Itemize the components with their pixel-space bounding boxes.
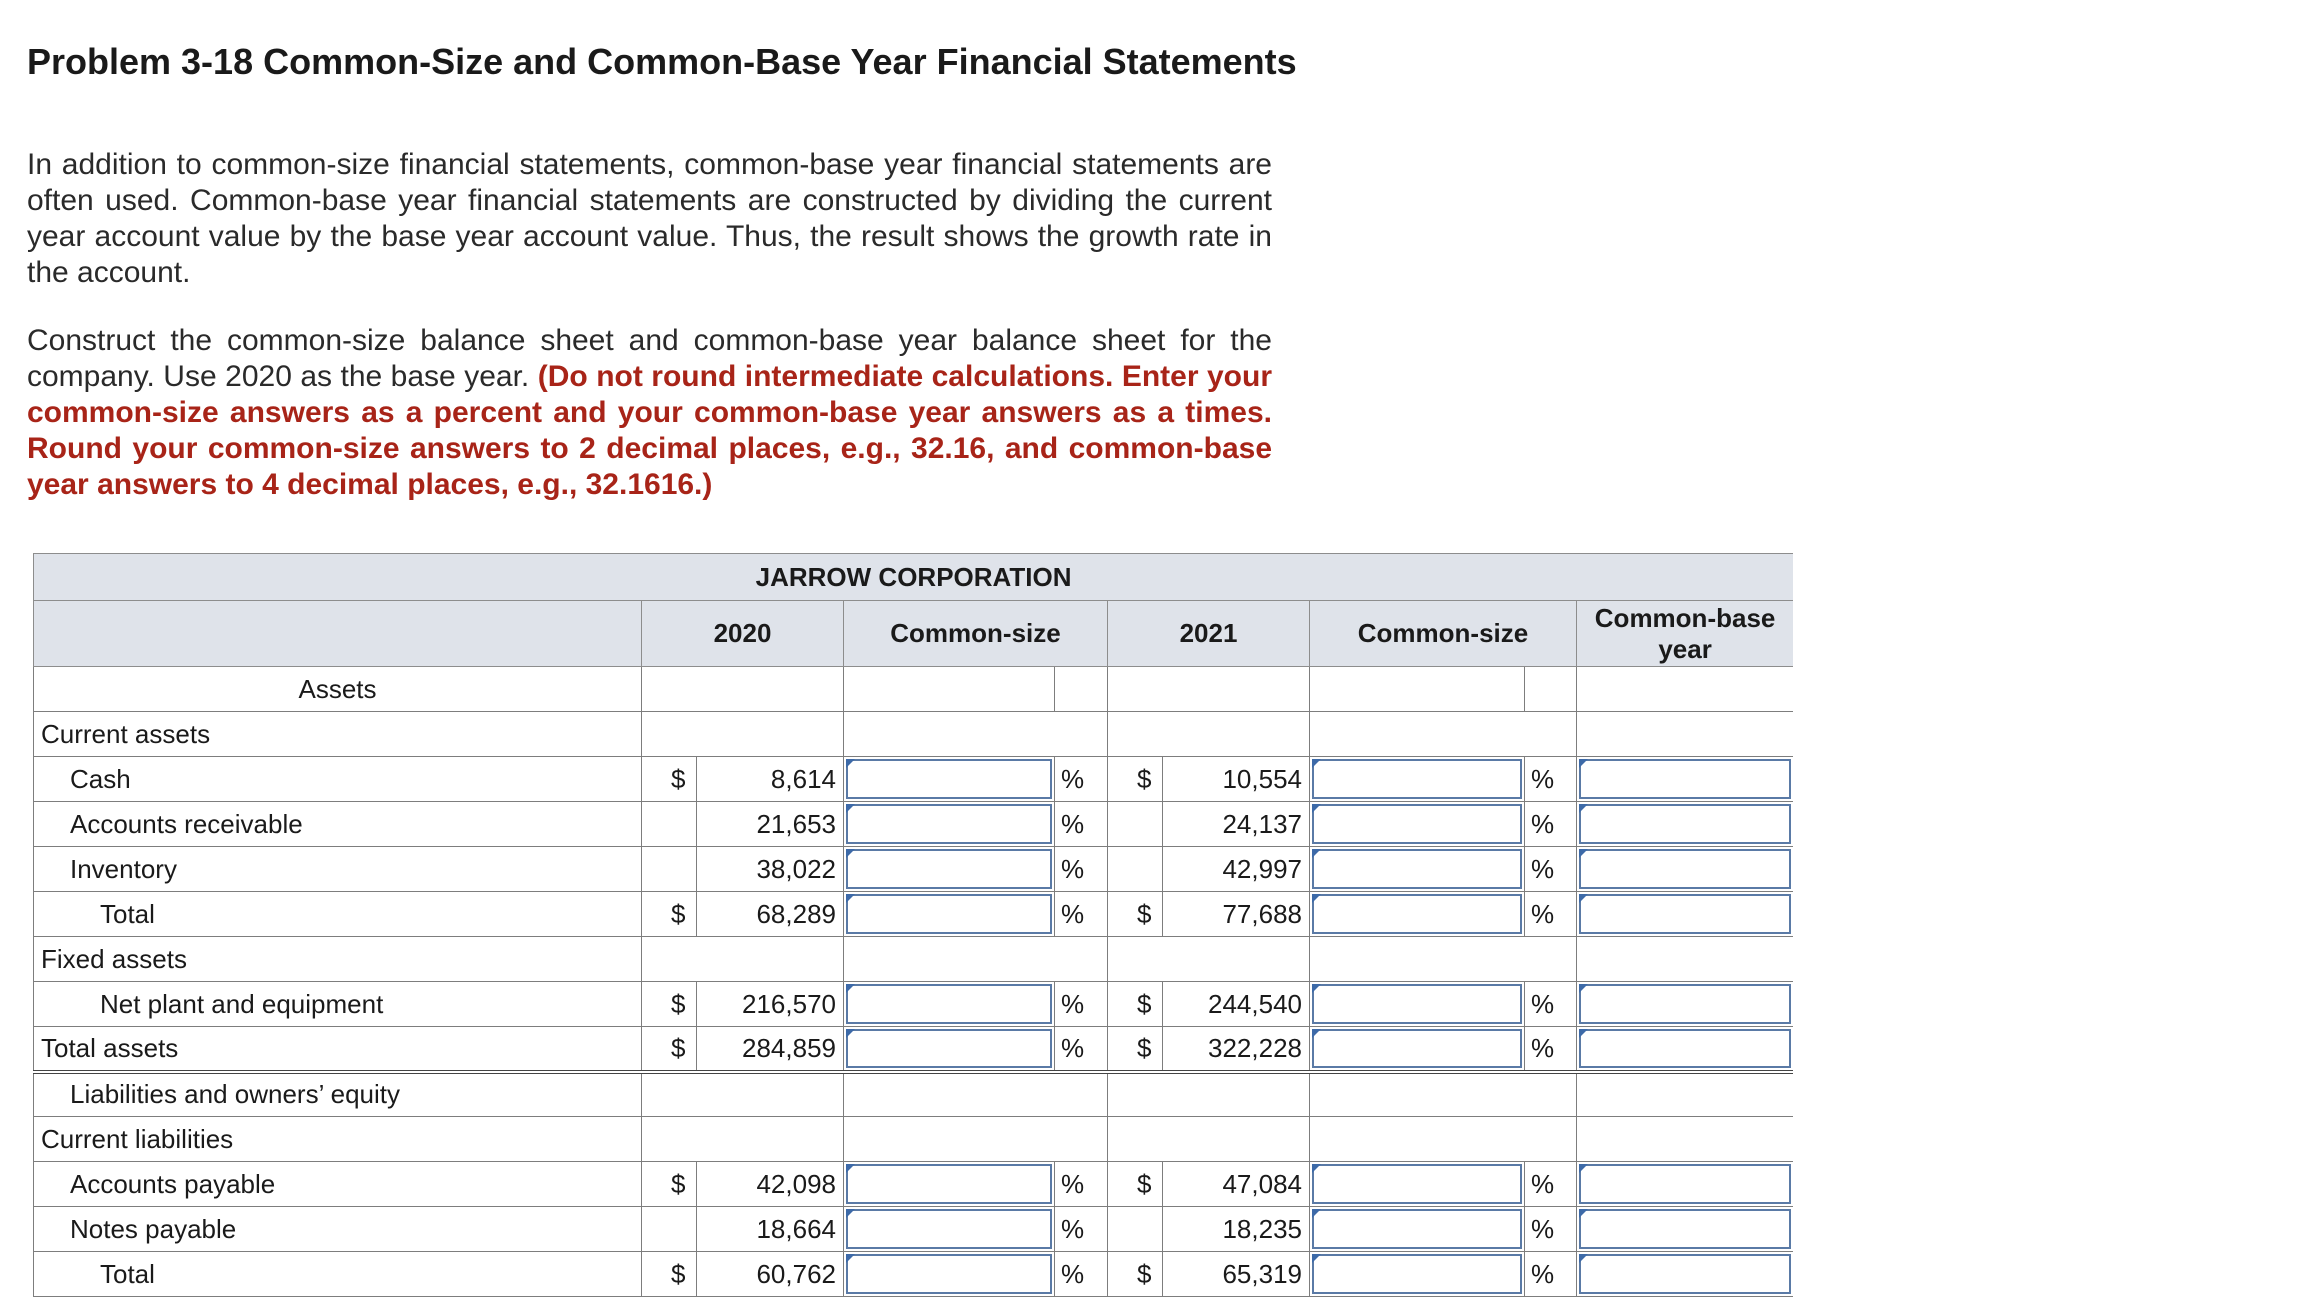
table-row: [34, 982, 1794, 1027]
value-2020: 8,614: [697, 757, 844, 802]
np-common-size-2021-input[interactable]: [1310, 1207, 1525, 1252]
value-2021: 322,228: [1163, 1027, 1310, 1072]
dollar-sign: $: [1108, 1027, 1163, 1072]
value-2020: 18,664: [697, 1207, 844, 1252]
percent-sign: %: [1055, 1252, 1108, 1297]
dollar-sign: $: [1108, 1162, 1163, 1207]
cash-common-base-year-input[interactable]: [1577, 757, 1794, 802]
np-common-base-year-input[interactable]: [1577, 1207, 1794, 1252]
cash-common-size-2020-input[interactable]: [844, 757, 1055, 802]
row-label: Notes payable: [34, 1207, 642, 1252]
percent-sign: %: [1055, 802, 1108, 847]
percent-sign: %: [1525, 982, 1577, 1027]
dollar-sign: $: [642, 1027, 697, 1072]
percent-sign: %: [1525, 802, 1577, 847]
percent-sign: %: [1525, 1207, 1577, 1252]
value-2020: 21,653: [697, 802, 844, 847]
percent-sign: %: [1055, 1207, 1108, 1252]
percent-sign: %: [1055, 1162, 1108, 1207]
value-2020: 284,859: [697, 1027, 844, 1072]
liabilities-heading-row: [34, 1072, 1794, 1117]
row-label: Inventory: [34, 847, 642, 892]
dollar-sign: $: [1108, 982, 1163, 1027]
intro-paragraph: In addition to common-size financial statements, common-base year financial statements are often used. Common-base year financial statements are constructed by dividing the current year account value by the base year account value. Thus, the result shows the growth rate in the account.: [27, 148, 1272, 289]
percent-sign: %: [1525, 1162, 1577, 1207]
header-blank: [34, 601, 642, 667]
dollar-sign: $: [642, 892, 697, 937]
ap-common-size-2021-input[interactable]: [1310, 1162, 1525, 1207]
percent-sign: %: [1525, 1027, 1577, 1072]
header-common-base-year: Common-base year: [1577, 601, 1794, 667]
value-2020: 216,570: [697, 982, 844, 1027]
ppe-common-base-year-input[interactable]: [1577, 982, 1794, 1027]
page-title: Problem 3-18 Common-Size and Common-Base Year Financial Statements: [27, 41, 1297, 82]
ca-total-common-size-2020-input[interactable]: [844, 892, 1055, 937]
current-liabilities-label: Current liabilities: [34, 1117, 642, 1162]
assets-heading: Assets: [34, 667, 642, 712]
ap-common-base-year-input[interactable]: [1577, 1162, 1794, 1207]
value-2020: 38,022: [697, 847, 844, 892]
percent-sign: %: [1525, 892, 1577, 937]
table-row: [34, 802, 1794, 847]
ar-common-size-2021-input[interactable]: [1310, 802, 1525, 847]
value-2021: 18,235: [1163, 1207, 1310, 1252]
ppe-common-size-2020-input[interactable]: [844, 982, 1055, 1027]
table-row: [34, 1027, 1794, 1072]
table-row: [34, 892, 1794, 937]
company-name: JARROW CORPORATION: [34, 554, 1794, 601]
ap-common-size-2020-input[interactable]: [844, 1162, 1055, 1207]
value-2020: 42,098: [697, 1162, 844, 1207]
header-common-size-2021: Common-size: [1310, 601, 1577, 667]
current-liabilities-row: [34, 1117, 1794, 1162]
dollar-sign: $: [1108, 757, 1163, 802]
dollar-sign: $: [1108, 892, 1163, 937]
row-label: Total: [34, 892, 642, 937]
table-row: [34, 757, 1794, 802]
table-row: [34, 1162, 1794, 1207]
percent-sign: %: [1055, 892, 1108, 937]
table-row: [34, 847, 1794, 892]
value-2021: 47,084: [1163, 1162, 1310, 1207]
value-2021: 65,319: [1163, 1252, 1310, 1297]
ta-common-size-2020-input[interactable]: [844, 1027, 1055, 1072]
percent-sign: %: [1055, 757, 1108, 802]
row-label: Total: [34, 1252, 642, 1297]
np-common-size-2020-input[interactable]: [844, 1207, 1055, 1252]
instruction-paragraph: [27, 323, 1272, 503]
percent-sign: %: [1525, 1252, 1577, 1297]
inventory-common-base-year-input[interactable]: [1577, 847, 1794, 892]
row-label: Accounts payable: [34, 1162, 642, 1207]
fixed-assets-row: [34, 937, 1794, 982]
value-2021: 77,688: [1163, 892, 1310, 937]
cl-total-common-base-year-input[interactable]: [1577, 1252, 1794, 1297]
dollar-sign: $: [642, 982, 697, 1027]
current-assets-label: Current assets: [34, 712, 642, 757]
value-2020: 60,762: [697, 1252, 844, 1297]
dollar-sign: $: [642, 1252, 697, 1297]
dollar-sign: $: [1108, 1252, 1163, 1297]
value-2021: 244,540: [1163, 982, 1310, 1027]
current-assets-row: [34, 712, 1794, 757]
cl-total-common-size-2021-input[interactable]: [1310, 1252, 1525, 1297]
percent-sign: %: [1525, 847, 1577, 892]
row-label: Total assets: [34, 1027, 642, 1072]
cl-total-common-size-2020-input[interactable]: [844, 1252, 1055, 1297]
instruction-text: Construct the common-size balance sheet and common-base year balance sheet for the company. Use 2020 as the base year.: [27, 324, 1272, 393]
row-label: Net plant and equipment: [34, 982, 642, 1027]
percent-sign: %: [1055, 1027, 1108, 1072]
header-2020: 2020: [642, 601, 844, 667]
percent-sign: %: [1055, 847, 1108, 892]
ar-common-size-2020-input[interactable]: [844, 802, 1055, 847]
percent-sign: %: [1525, 757, 1577, 802]
inventory-common-size-2020-input[interactable]: [844, 847, 1055, 892]
liabilities-heading: Liabilities and owners’ equity: [34, 1072, 642, 1117]
ca-total-common-size-2021-input[interactable]: [1310, 892, 1525, 937]
table-row: [34, 1252, 1794, 1297]
table-row: [34, 1207, 1794, 1252]
value-2021: 42,997: [1163, 847, 1310, 892]
ppe-common-size-2021-input[interactable]: [1310, 982, 1525, 1027]
header-common-size-2020: Common-size: [844, 601, 1108, 667]
dollar-sign: $: [642, 1162, 697, 1207]
value-2021: 24,137: [1163, 802, 1310, 847]
value-2021: 10,554: [1163, 757, 1310, 802]
assets-heading-row: [34, 667, 1794, 712]
dollar-sign: $: [642, 757, 697, 802]
value-2020: 68,289: [697, 892, 844, 937]
cash-common-size-2021-input[interactable]: [1310, 757, 1525, 802]
inventory-common-size-2021-input[interactable]: [1310, 847, 1525, 892]
instruction-note: (Do not round intermediate calculations. Enter your common-size answers as a percent and your common-base year answers as a times. Round your common-size answers to 2 decimal places, e.g., 32.16, and common-base year answers to 4 decimal places, e.g., 32.1616.): [27, 360, 1272, 501]
ar-common-base-year-input[interactable]: [1577, 802, 1794, 847]
ta-common-size-2021-input[interactable]: [1310, 1027, 1525, 1072]
ca-total-common-base-year-input[interactable]: [1577, 892, 1794, 937]
balance-sheet-table: [33, 553, 1793, 1307]
row-label: Cash: [34, 757, 642, 802]
fixed-assets-label: Fixed assets: [34, 937, 642, 982]
row-label: Accounts receivable: [34, 802, 642, 847]
percent-sign: %: [1055, 982, 1108, 1027]
ta-common-base-year-input[interactable]: [1577, 1027, 1794, 1072]
header-2021: 2021: [1108, 601, 1310, 667]
